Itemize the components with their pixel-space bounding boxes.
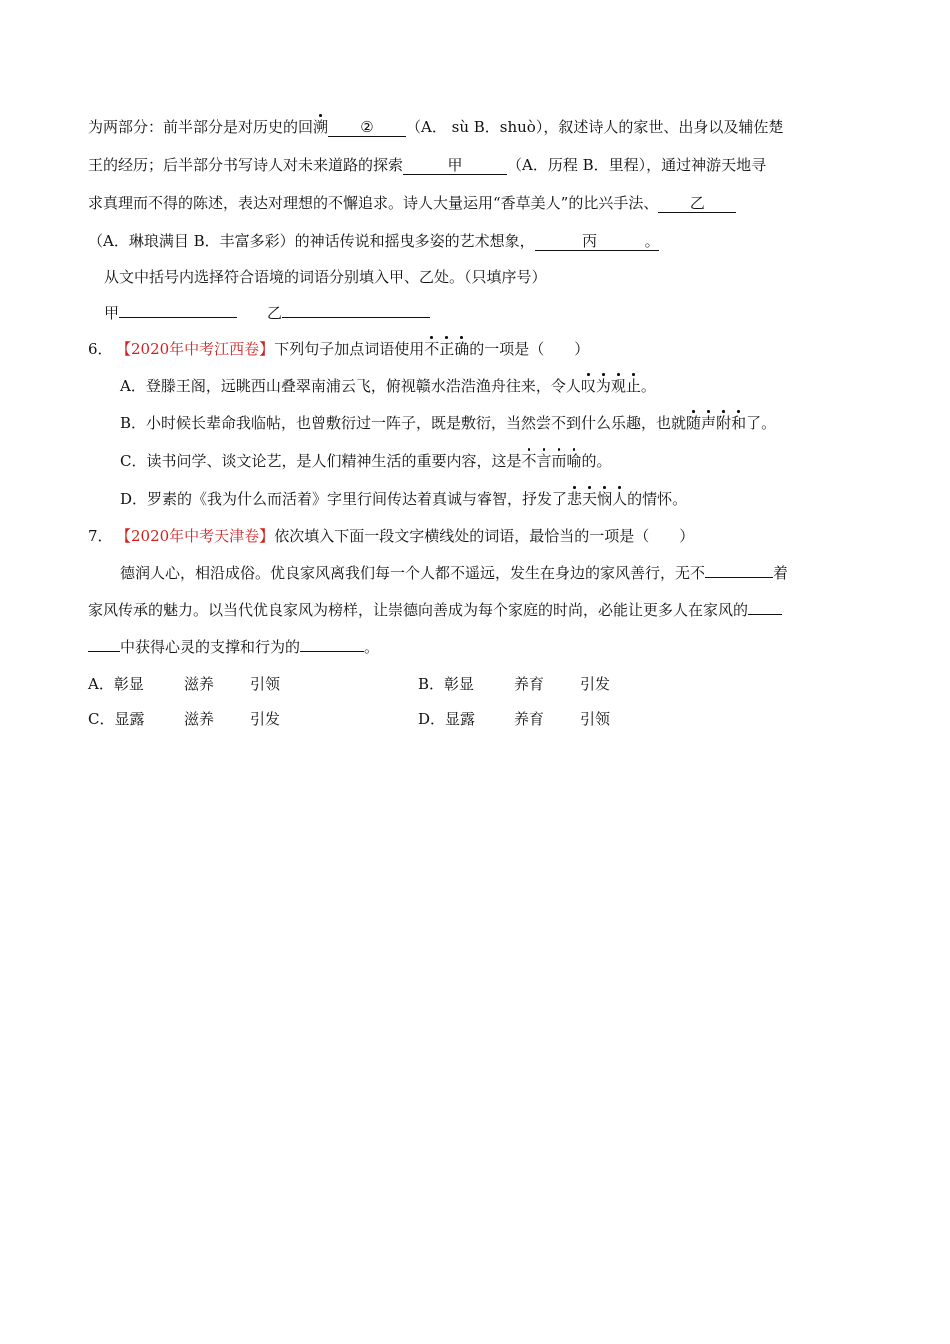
answer-line: 甲 乙 (104, 303, 430, 323)
passage-line-4: （A．琳琅满目 B．丰富多彩）的神话传说和摇曳多姿的艺术想象， 丙 。 (88, 232, 660, 250)
passage-line-2: 王的经历；后半部分书写诗人对未来道路的探索 甲 （A．历程 B．里程），通过神游天地寻 (88, 156, 767, 174)
fill-blank: 乙 (658, 195, 736, 213)
answer-blank-jia (119, 317, 237, 318)
question-7-passage-3: 中获得心灵的支撑和行为的 。 (88, 637, 379, 657)
fill-blank (748, 614, 782, 615)
instruction-line: 从文中括号内选择符合语境的词语分别填入甲、乙处。（只填序号） (104, 268, 547, 286)
question-7-option-b: B．彰显 养育 引发 (418, 675, 611, 693)
question-6-stem: 6． 【2020年中考江西卷】下列句子加点词语使用不正确的一项是（ ） (88, 340, 590, 358)
fill-blank: ② (328, 119, 406, 137)
question-7-stem: 7． 【2020年中考天津卷】依次填入下面一段文字横线处的词语，最恰当的一项是（ ） (88, 527, 695, 545)
passage-line-1: 为两部分：前半部分是对历史的回溯 ② （A． sù B．shuò），叙述诗人的家世、出身以及辅佐楚 (88, 118, 784, 136)
question-7-option-d: D．显露 养育 引领 (418, 710, 611, 728)
question-6-option-c: C．读书问学、谈文论艺，是人们精神生活的重要内容，这是不言而喻的。 (120, 452, 612, 470)
fill-blank (88, 651, 120, 652)
question-7-passage-2: 家风传承的魅力。以当代优良家风为榜样，让崇德向善成为每个家庭的时尚，必能让更多人在家风的 (88, 600, 782, 620)
question-7-option-a: A．彰显 滋养 引领 (88, 675, 281, 693)
source-tag: 【2020年中考江西卷】 (116, 340, 275, 358)
fill-blank (300, 651, 364, 652)
passage-line-3: 求真理而不得的陈述，表达对理想的不懈追求。诗人大量运用“香草美人”的比兴手法、 乙 (88, 193, 736, 213)
source-tag: 【2020年中考天津卷】 (116, 527, 275, 545)
question-7-option-c: C．显露 滋养 引发 (88, 710, 281, 728)
fill-blank: 甲 (403, 157, 507, 175)
fill-blank (705, 577, 773, 578)
question-6-option-b: B．小时候长辈命我临帖，也曾敷衍过一阵子，既是敷衍，当然尝不到什么乐趣，也就随声附和了。 (120, 414, 777, 432)
question-6-option-d: D．罗素的《我为什么而活着》字里行间传达着真诚与睿智，抒发了悲天悯人的情怀。 (120, 490, 688, 508)
question-7-passage-1: 德润人心，相沿成俗。优良家风离我们每一个人都不遥远，发生在身边的家风善行，无不 着 (120, 564, 789, 582)
fill-blank: 丙 (535, 233, 645, 251)
question-6-option-a: A．登滕王阁，远眺西山叠翠南浦云飞，俯视赣水浩浩渔舟往来，令人叹为观止。 (120, 377, 656, 395)
answer-blank-yi (282, 317, 430, 318)
emphasis-dot-char: 溯 (313, 118, 329, 136)
